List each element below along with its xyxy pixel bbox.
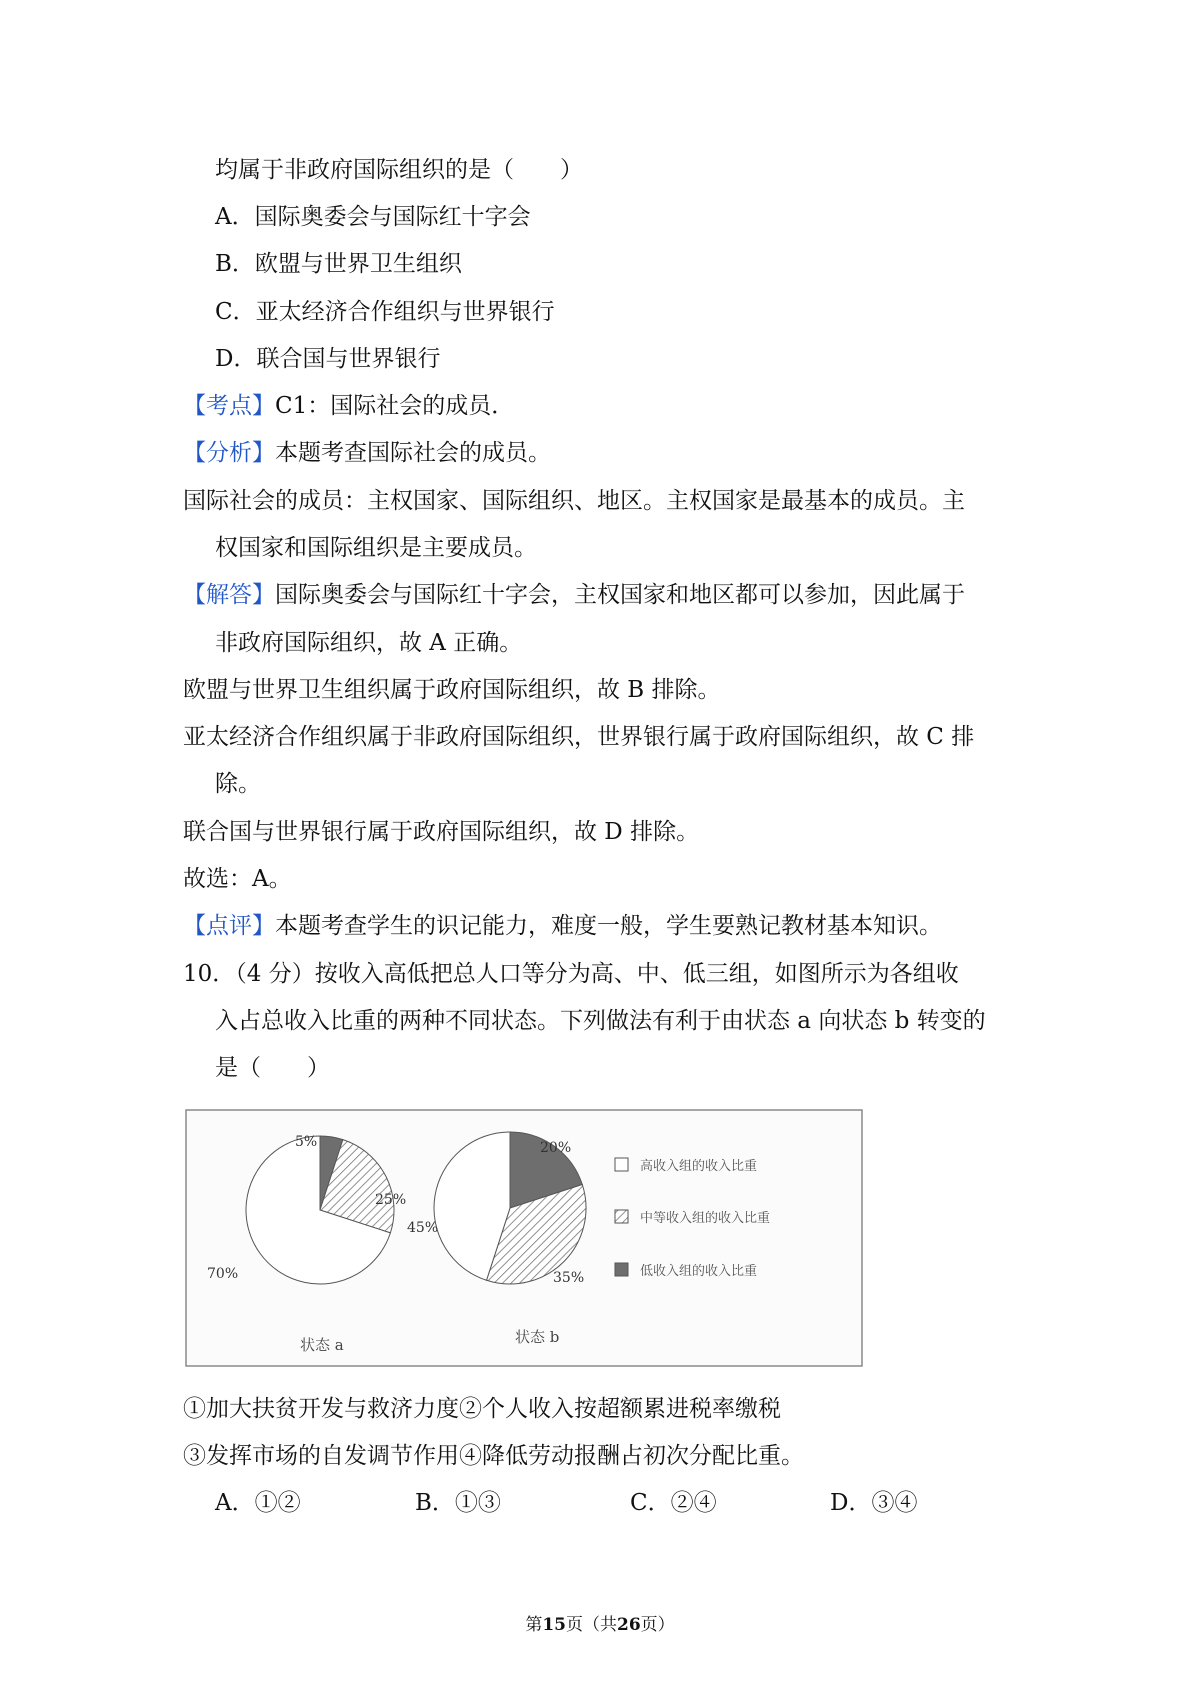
footer-total-pages: 26 [617, 1615, 641, 1635]
fenxi-line [183, 438, 551, 468]
dianping-tag: 【点评】 [183, 913, 275, 939]
pie-b-label-1: 35% [553, 1270, 585, 1286]
page-footer [0, 1614, 1200, 1636]
q10-option-d: D．③④ [830, 1490, 918, 1516]
footer-page-number: 15 [542, 1615, 566, 1635]
pie-a-label-1: 25% [375, 1192, 407, 1208]
q10-statements-line2: ③发挥市场的自发调节作用④降低劳动报酬占初次分配比重。 [183, 1443, 804, 1469]
q10-statements-line1: ①加大扶贫开发与救济力度②个人收入按超额累进税率缴税 [183, 1396, 781, 1422]
jieda-paragraph3-line2: 除。 [215, 771, 261, 797]
jieda-line [183, 580, 965, 610]
jieda-paragraph2: 欧盟与世界卫生组织属于政府国际组织，故 B 排除。 [183, 677, 721, 703]
footer-prefix: 第 [525, 1615, 543, 1635]
q9-stem: 均属于非政府国际组织的是（ ） [215, 157, 583, 183]
fenxi-text: 本题考查国际社会的成员。 [275, 440, 551, 466]
pie-a-label-0: 70% [207, 1266, 239, 1282]
fenxi-paragraph-line2: 权国家和国际组织是主要成员。 [215, 535, 537, 561]
q9-option-b: B．欧盟与世界卫生组织 [215, 251, 462, 277]
pie-b-label-0: 45% [407, 1220, 439, 1236]
jieda-text: 国际奥委会与国际红十字会，主权国家和地区都可以参加，因此属于 [275, 582, 965, 608]
pie-b-title: 状态 b [515, 1328, 560, 1346]
jieda-paragraph3-line1: 亚太经济合作组织属于非政府国际组织，世界银行属于政府国际组织，故 C 排 [183, 724, 975, 750]
q10-option-c: C．②④ [630, 1490, 717, 1516]
fenxi-tag: 【分析】 [183, 440, 275, 466]
pie-charts-svg [185, 1108, 865, 1370]
kaodian-text: C1：国际社会的成员． [275, 393, 515, 419]
pie-b-label-2: 20% [540, 1140, 572, 1156]
legend-label-2: 低收入组的收入比重 [640, 1264, 758, 1279]
footer-suffix: 页） [640, 1615, 675, 1635]
jieda-paragraph4: 联合国与世界银行属于政府国际组织，故 D 排除。 [183, 819, 700, 845]
fenxi-paragraph-line1: 国际社会的成员：主权国家、国际组织、地区。主权国家是最基本的成员。主 [183, 488, 965, 514]
pie-a-label-2: 5% [295, 1134, 318, 1150]
kaodian-line [183, 391, 514, 421]
legend-label-1: 中等收入组的收入比重 [640, 1211, 771, 1226]
q10-option-b: B．①③ [415, 1490, 501, 1516]
q9-option-d: D．联合国与世界银行 [215, 346, 441, 372]
jieda-tag: 【解答】 [183, 582, 275, 608]
q9-option-c: C．亚太经济合作组织与世界银行 [215, 299, 555, 325]
q10-stem-line1: 10．（4 分）按收入高低把总人口等分为高、中、低三组，如图所示为各组收 [183, 961, 959, 987]
jieda-line2: 非政府国际组织，故 A 正确。 [215, 630, 523, 656]
q9-option-a: A．国际奥委会与国际红十字会 [215, 204, 531, 230]
q10-option-a: A．①② [215, 1490, 301, 1516]
legend-swatch-2 [615, 1263, 628, 1276]
q10-stem-line3: 是（ ） [215, 1055, 330, 1081]
income-pie-figure [185, 1108, 865, 1370]
dianping-text: 本题考查学生的识记能力，难度一般，学生要熟记教材基本知识。 [275, 913, 942, 939]
legend-label-0: 高收入组的收入比重 [640, 1159, 758, 1174]
kaodian-tag: 【考点】 [183, 393, 275, 419]
legend-swatch-1 [615, 1210, 628, 1223]
q10-stem-line2: 入占总收入比重的两种不同状态。下列做法有利于由状态 a 向状态 b 转变的 [215, 1008, 986, 1034]
pie-a-title: 状态 a [300, 1336, 344, 1354]
dianping-line [183, 911, 942, 941]
legend-swatch-0 [615, 1158, 628, 1171]
answer-line: 故选：A。 [183, 866, 292, 892]
footer-mid: 页（共 [566, 1615, 617, 1635]
